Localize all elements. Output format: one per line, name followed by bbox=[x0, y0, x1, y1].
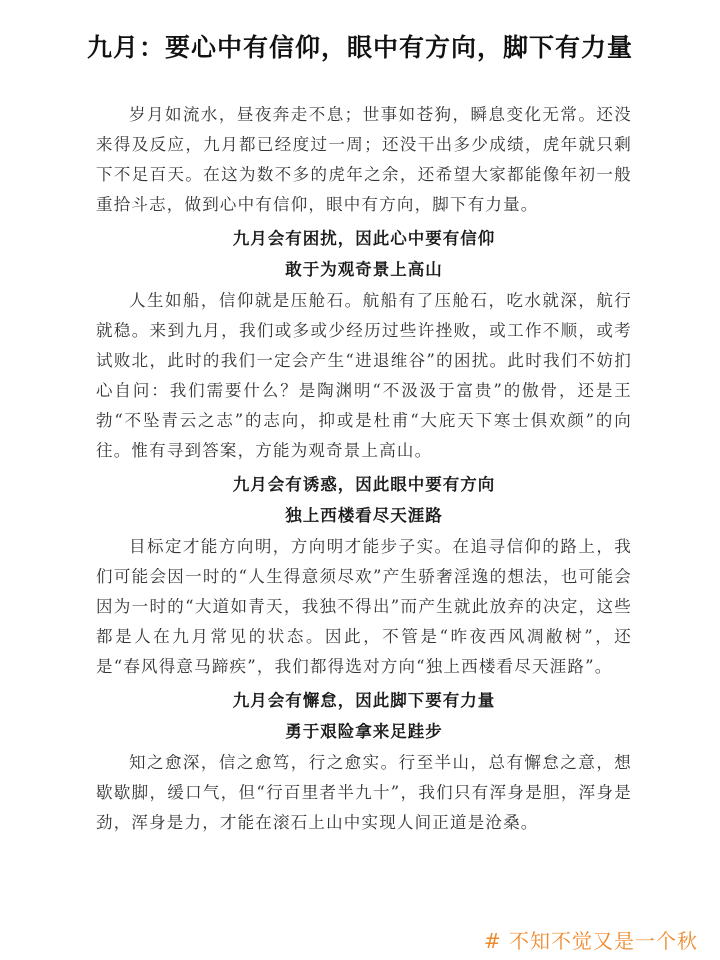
section-subheading: 勇于艰险拿来足跬步 bbox=[285, 722, 443, 741]
topic-hashtag-link[interactable]: # 不知不觉又是一个秋 bbox=[483, 929, 698, 953]
section-direction bbox=[96, 469, 632, 682]
section-heading: 九月会有诱惑，因此眼中要有方向 bbox=[232, 475, 496, 494]
section-belief bbox=[96, 223, 632, 466]
section-paragraph: 目标定才能方向明，方向明才能步子实。在追寻信仰的路上，我们可能会因一时的“人生得意须尽欢”产生骄奢淫逸的想法，也可能会因为一时的“大道如青天，我独不得出”而产生就此放弃的决定，这些都是人在九月常见的状态。因此，不管是“昨夜西风凋敝树”，还是“春风得意马蹄疾”，我们都得选对方向“独上西楼看尽天涯路”。 bbox=[96, 537, 632, 676]
section-strength bbox=[96, 685, 632, 838]
section-subheading: 敢于为观奇景上高山 bbox=[285, 260, 443, 279]
section-paragraph: 知之愈深，信之愈笃，行之愈实。行至半山，总有懈怠之意，想歇歇脚，缓口气，但“行百里者半九十”，我们只有浑身是胆，浑身是劲，浑身是力，才能在滚石上山中实现人间正道是沧桑。 bbox=[96, 753, 632, 832]
section-subheading: 独上西楼看尽天涯路 bbox=[285, 506, 443, 525]
section-heading: 九月会有困扰，因此心中要有信仰 bbox=[232, 229, 496, 248]
intro-paragraph: 岁月如流水，昼夜奔走不息；世事如苍狗，瞬息变化无常。还没来得及反应，九月都已经度过一周；还没干出多少成绩，虎年就只剩下不足百天。在这为数不多的虎年之余，还希望大家都能像年初一般重拾斗志，做到心中有信仰，眼中有方向，脚下有力量。 bbox=[96, 105, 632, 214]
section-heading: 九月会有懈怠，因此脚下要有力量 bbox=[232, 691, 496, 710]
section-paragraph: 人生如船，信仰就是压舱石。航船有了压舱石，吃水就深，航行就稳。来到九月，我们或多或少经历过些许挫败，或工作不顺，或考试败北，此时的我们一定会产生“进退维谷”的困扰。此时我们不妨扪心自问：我们需要什么？是陶渊明“不汲汲于富贵”的傲骨，还是王勃“不坠青云之志”的志向，抑或是杜甫“大庇天下寒士俱欢颜”的向往。惟有寻到答案，方能为观奇景上高山。 bbox=[96, 291, 632, 460]
article-body bbox=[96, 100, 632, 838]
article-title: 九月：要心中有信仰，眼中有方向，脚下有力量 bbox=[86, 33, 633, 62]
